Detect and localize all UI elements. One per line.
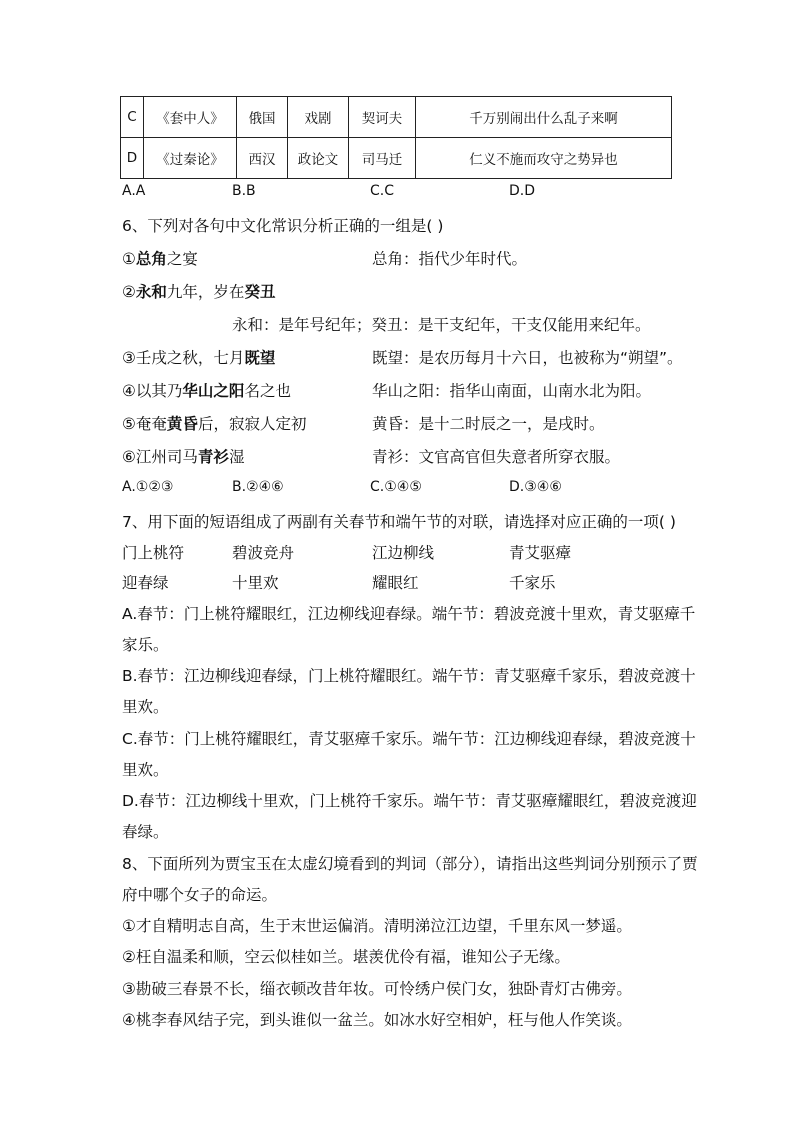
item-text: 名之也 — [244, 382, 291, 400]
q6-item-3 — [122, 346, 275, 368]
q6-option-c[interactable]: C.①④⑤ — [370, 479, 422, 495]
q7-option-c-cont: 里欢。 — [122, 761, 169, 779]
item-bold: 青衫 — [197, 448, 229, 466]
table-cell: 《过秦论》 — [144, 138, 237, 179]
table-cell: 政论文 — [288, 138, 349, 179]
q7-option-b-cont: 里欢。 — [122, 698, 169, 716]
item-text: 湿 — [228, 448, 245, 466]
q6-note-3: 既望：是农历每月十六日，也被称为“朔望”。 — [372, 349, 683, 367]
q6-note-6: 青衫：文官高官但失意者所穿衣服。 — [372, 448, 621, 466]
item-number: ⑤ — [122, 415, 136, 433]
q7-phrase: 门上桃符 — [122, 544, 185, 562]
item-text: 以其乃 — [135, 382, 183, 400]
q7-phrase: 碧波竞舟 — [232, 544, 295, 562]
q7-phrase: 耀眼红 — [372, 574, 419, 592]
question-8-stem: 8、下面所列为贾宝玉在太虚幻境看到的判词（部分），请指出这些判词分别预示了贾 — [122, 855, 698, 873]
table-cell: 仁义不施而攻守之势异也 — [416, 138, 672, 179]
item-text: 江州司马 — [135, 448, 198, 466]
q7-option-d[interactable]: D.春节：江边柳线十里欢，门上桃符千家乐。端午节：青艾驱瘴耀眼红，碧波竞渡迎 — [122, 792, 697, 810]
table-row — [121, 97, 672, 138]
q6-item-5 — [122, 412, 306, 434]
q8-verse-3: ③勘破三春景不长，缁衣顿改昔年妆。可怜绣户侯门女，独卧青灯古佛旁。 — [122, 980, 632, 998]
table-cell: 《套中人》 — [144, 97, 237, 138]
q6-item-2 — [122, 280, 275, 302]
item-text: 壬戌之秋，七月 — [135, 349, 245, 367]
table-cell: 俄国 — [237, 97, 288, 138]
item-bold: 癸丑 — [244, 283, 276, 301]
table-cell: 千万别闹出什么乱子来啊 — [416, 97, 672, 138]
q6-note-1: 总角：指代少年时代。 — [372, 250, 528, 268]
q7-option-d-cont: 春绿。 — [122, 823, 169, 841]
q5-option-c[interactable]: C.C — [370, 183, 395, 199]
item-number: ③ — [122, 349, 136, 367]
question-7-stem: 7、用下面的短语组成了两副有关春节和端午节的对联，请选择对应正确的一项( ) — [122, 513, 676, 531]
table-cell: 西汉 — [237, 138, 288, 179]
q7-phrase: 迎春绿 — [122, 574, 169, 592]
item-text: 之宴 — [166, 250, 198, 268]
q6-item-6 — [122, 445, 244, 467]
table-cell: C — [121, 97, 144, 138]
q6-option-b[interactable]: B.②④⑥ — [232, 479, 284, 495]
q6-item-1 — [122, 247, 198, 269]
q6-option-a[interactable]: A.①②③ — [122, 479, 174, 495]
item-bold: 永和 — [135, 283, 167, 301]
q7-option-a-cont: 家乐。 — [122, 636, 169, 654]
table-row — [121, 138, 672, 179]
table-cell: D — [121, 138, 144, 179]
item-text: 九年，岁在 — [166, 283, 245, 301]
q7-phrase: 十里欢 — [232, 574, 279, 592]
item-bold: 总角 — [135, 250, 167, 268]
q7-option-a[interactable]: A.春节：门上桃符耀眼红，江边柳线迎春绿。端午节：碧波竞渡十里欢，青艾驱瘴千 — [122, 605, 696, 623]
q6-option-d[interactable]: D.③④⑥ — [509, 479, 562, 495]
question-8-stem-cont: 府中哪个女子的命运。 — [122, 886, 278, 904]
q6-note-4: 华山之阳：指华山南面，山南水北为阳。 — [372, 382, 652, 400]
q7-phrase: 千家乐 — [509, 574, 556, 592]
table-cell: 戏剧 — [288, 97, 349, 138]
item-text: 奄奄 — [135, 415, 167, 433]
item-bold: 既望 — [244, 349, 276, 367]
q5-option-a[interactable]: A.A — [122, 183, 146, 199]
item-number: ② — [122, 283, 136, 301]
q7-option-b[interactable]: B.春节：江边柳线迎春绿，门上桃符耀眼红。端午节：青艾驱瘴千家乐，碧波竞渡十 — [122, 667, 696, 685]
q7-option-c[interactable]: C.春节：门上桃符耀眼红，青艾驱瘴千家乐。端午节：江边柳线迎春绿，碧波竞渡十 — [122, 730, 696, 748]
table-cell: 契诃夫 — [349, 97, 416, 138]
q7-phrase: 江边柳线 — [372, 544, 435, 562]
q8-verse-4: ④桃李春风结子完，到头谁似一盆兰。如冰水好空相妒，枉与他人作笑谈。 — [122, 1011, 632, 1029]
question-6-stem: 6、下列对各句中文化常识分析正确的一组是( ) — [122, 217, 444, 235]
literature-table — [120, 96, 672, 179]
q8-verse-2: ②枉自温柔和顺，空云似桂如兰。堪羡优伶有福，谁知公子无缘。 — [122, 948, 570, 966]
q5-option-b[interactable]: B.B — [232, 183, 256, 199]
item-number: ⑥ — [122, 448, 136, 466]
item-number: ④ — [122, 382, 136, 400]
q8-verse-1: ①才自精明志自高，生于末世运偏消。清明涕泣江边望，千里东风一梦遥。 — [122, 917, 632, 935]
q6-note-5: 黄昏：是十二时辰之一，是戌时。 — [372, 415, 605, 433]
item-bold: 华山之阳 — [182, 382, 245, 400]
table-cell: 司马迁 — [349, 138, 416, 179]
q5-option-d[interactable]: D.D — [509, 183, 536, 199]
item-text: 后，寂寂人定初 — [197, 415, 307, 433]
item-bold: 黄昏 — [166, 415, 198, 433]
item-number: ① — [122, 250, 136, 268]
q7-phrase: 青艾驱瘴 — [509, 544, 572, 562]
q6-item-4 — [122, 379, 291, 401]
q6-note-2: 永和：是年号纪年；癸丑：是干支纪年，干支仅能用来纪年。 — [232, 316, 651, 334]
